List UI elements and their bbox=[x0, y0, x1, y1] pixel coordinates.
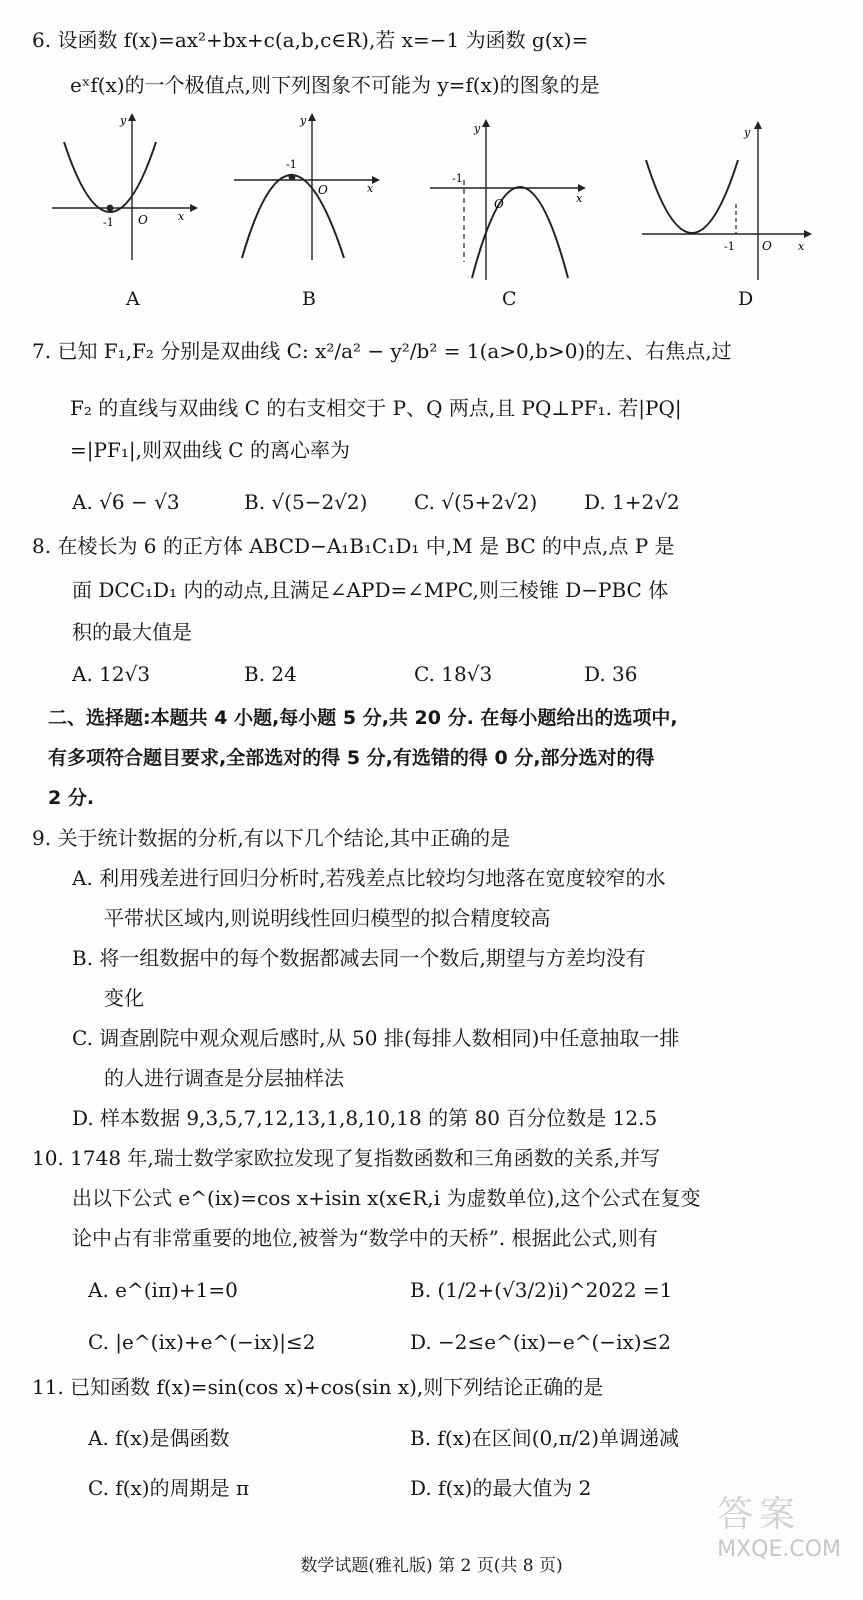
graph-b-minus-one: -1 bbox=[286, 158, 297, 171]
q11-option-d: D. f(x)的最大值为 2 bbox=[410, 1476, 592, 1500]
q8-line2: 面 DCC₁D₁ 内的动点,且满足∠APD=∠MPC,则三棱锥 D−PBC 体 bbox=[72, 578, 669, 602]
q7-line2: F₂ 的直线与双曲线 C 的右支相交于 P、Q 两点,且 PQ⊥PF₁. 若|PQ| bbox=[70, 396, 682, 420]
graph-d-origin: O bbox=[762, 239, 772, 253]
q9-option-c-1: C. 调查剧院中观众观后感时,从 50 排(每排人数相同)中任意抽取一排 bbox=[72, 1026, 680, 1050]
q7-option-a: A. √6 − √3 bbox=[72, 490, 180, 514]
graph-c-y: y bbox=[474, 122, 481, 135]
graph-c bbox=[428, 112, 588, 282]
q10-option-d: D. −2≤e^(ix)−e^(−ix)≤2 bbox=[410, 1330, 672, 1354]
q10-line1: 10. 1748 年,瑞士数学家欧拉发现了复指数函数和三角函数的关系,并写 bbox=[32, 1146, 661, 1170]
graph-b bbox=[232, 112, 382, 262]
q10-option-c: C. |e^(ix)+e^(−ix)|≤2 bbox=[88, 1330, 316, 1354]
q7-line3: =|PF₁|,则双曲线 C 的离心率为 bbox=[70, 438, 350, 462]
section2-line2: 有多项符合题目要求,全部选对的得 5 分,有选错的得 0 分,部分选对的得 bbox=[48, 747, 655, 769]
q11-option-a: A. f(x)是偶函数 bbox=[88, 1426, 230, 1450]
q7-option-c: C. √(5+2√2) bbox=[414, 490, 538, 514]
q8-option-b: B. 24 bbox=[244, 662, 297, 686]
q9-option-a-2: 平带状区域内,则说明线性回归模型的拟合精度较高 bbox=[104, 906, 551, 930]
q6-line2: eˣf(x)的一个极值点,则下列图象不可能为 y=f(x)的图象的是 bbox=[70, 73, 600, 97]
graph-c-x: x bbox=[576, 192, 583, 205]
section2-line3: 2 分. bbox=[48, 787, 95, 809]
graph-a-label: A bbox=[126, 288, 140, 310]
section2-line1: 二、选择题:本题共 4 小题,每小题 5 分,共 20 分. 在每小题给出的选项中, bbox=[48, 707, 678, 729]
q8-line1: 8. 在棱长为 6 的正方体 ABCD−A₁B₁C₁D₁ 中,M 是 BC 的中点,点 P 是 bbox=[32, 534, 675, 558]
q9-option-a-1: A. 利用残差进行回归分析时,若残差点比较均匀地落在宽度较窄的水 bbox=[72, 866, 666, 890]
q9-stem: 9. 关于统计数据的分析,有以下几个结论,其中正确的是 bbox=[32, 826, 511, 850]
graph-a-x: x bbox=[178, 210, 185, 223]
graph-a-origin: O bbox=[138, 213, 148, 227]
q8-option-a: A. 12√3 bbox=[72, 662, 151, 686]
q8-option-c: C. 18√3 bbox=[414, 662, 493, 686]
graph-a-minus-one: -1 bbox=[103, 216, 114, 229]
q10-line3: 论中占有非常重要的地位,被誉为“数学中的天桥”. 根据此公式,则有 bbox=[72, 1226, 658, 1250]
q7-line1: 7. 已知 F₁,F₂ 分别是双曲线 C: x²/a² − y²/b² = 1(a>0,b>0)的左、右焦点,过 bbox=[32, 339, 732, 363]
q10-option-b: B. (1/2+(√3/2)i)^2022 =1 bbox=[410, 1278, 673, 1302]
graph-b-x: x bbox=[367, 182, 374, 195]
q8-line3: 积的最大值是 bbox=[72, 620, 192, 644]
graph-d-y: y bbox=[744, 126, 751, 139]
q9-option-d: D. 样本数据 9,3,5,7,12,13,1,8,10,18 的第 80 百分位数是 12.5 bbox=[72, 1106, 658, 1130]
q11-stem: 11. 已知函数 f(x)=sin(cos x)+cos(sin x),则下列结论正确的是 bbox=[32, 1375, 604, 1399]
graph-d-x: x bbox=[798, 240, 805, 253]
q7-option-b: B. √(5−2√2) bbox=[244, 490, 368, 514]
graph-a-y: y bbox=[120, 114, 127, 127]
graph-d bbox=[640, 112, 815, 282]
q11-option-c: C. f(x)的周期是 π bbox=[88, 1476, 250, 1500]
q6-line1: 6. 设函数 f(x)=ax²+bx+c(a,b,c∈R),若 x=−1 为函数 g(x)= bbox=[32, 28, 589, 52]
graph-c-label: C bbox=[502, 288, 517, 310]
q9-option-b-1: B. 将一组数据中的每个数据都减去同一个数后,期望与方差均没有 bbox=[72, 946, 646, 970]
graph-b-y: y bbox=[300, 114, 307, 127]
q9-option-b-2: 变化 bbox=[104, 986, 144, 1010]
graph-c-minus-one: -1 bbox=[452, 172, 463, 185]
graph-a bbox=[50, 112, 200, 262]
page-footer: 数学试题(雅礼版) 第 2 页(共 8 页) bbox=[300, 1556, 563, 1576]
q8-option-d: D. 36 bbox=[584, 662, 638, 686]
graph-c-origin: O bbox=[494, 197, 504, 211]
q7-option-d: D. 1+2√2 bbox=[584, 490, 680, 514]
watermark-logo: 答案 bbox=[717, 1494, 802, 1535]
graph-b-label: B bbox=[302, 288, 316, 310]
graph-b-origin: O bbox=[318, 183, 328, 197]
q10-line2: 出以下公式 e^(ix)=cos x+isin x(x∈R,i 为虚数单位),这个公式在复变 bbox=[72, 1186, 701, 1210]
q10-option-a: A. e^(iπ)+1=0 bbox=[88, 1278, 238, 1302]
graph-d-minus-one: -1 bbox=[724, 240, 735, 253]
q11-option-b: B. f(x)在区间(0,π/2)单调递减 bbox=[410, 1426, 679, 1450]
q9-option-c-2: 的人进行调查是分层抽样法 bbox=[104, 1066, 344, 1090]
watermark-site: MXQE.COM bbox=[717, 1537, 841, 1562]
graph-d-label: D bbox=[738, 288, 754, 310]
